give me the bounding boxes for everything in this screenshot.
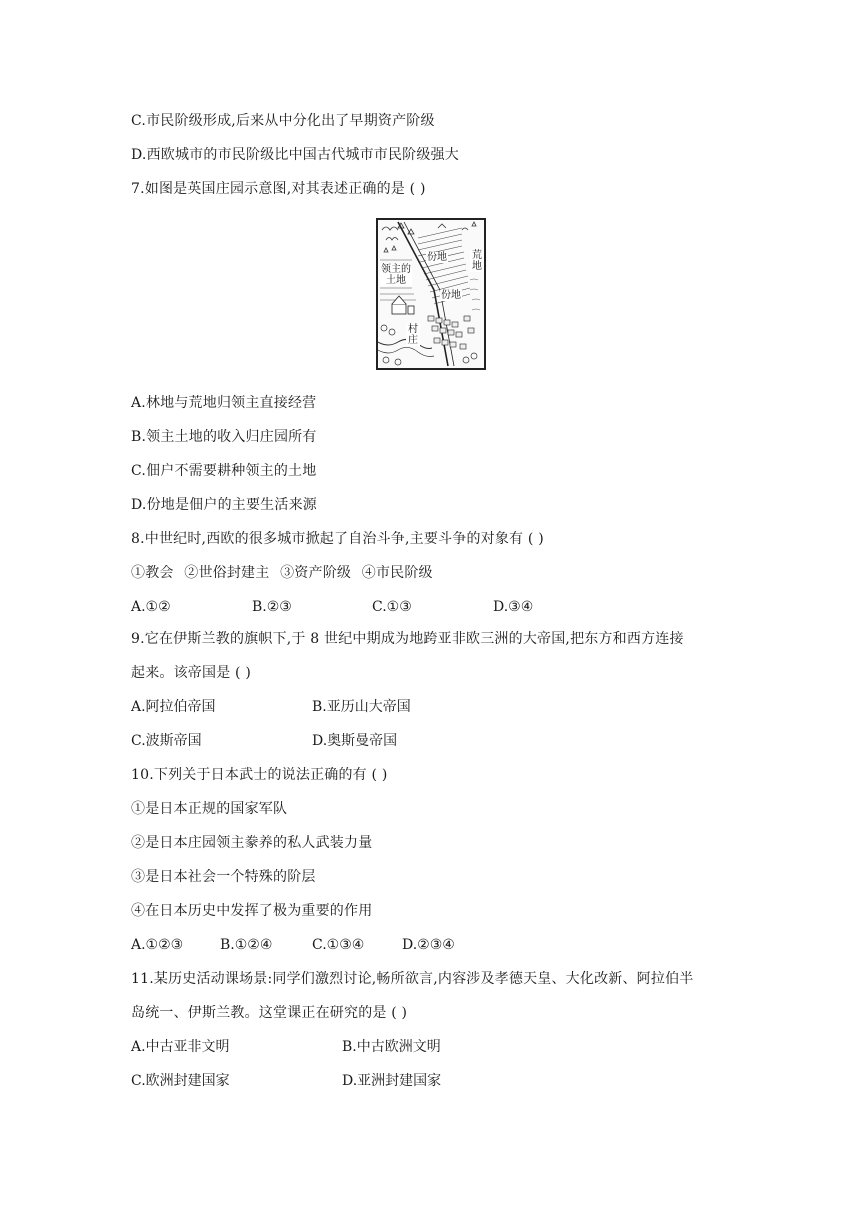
q8-option-a: A.①②	[131, 599, 171, 615]
q10-option-c: C.①③④	[312, 937, 365, 953]
q10-item-4: ④在日本历史中发挥了极为重要的作用	[131, 903, 373, 919]
q8-option-d: D.③④	[493, 599, 534, 615]
map-label-lord-line1: 领主的	[381, 264, 411, 275]
q8-option-c: C.①③	[372, 599, 412, 615]
map-label-share-land-1: 份地	[427, 252, 447, 263]
q9-option-a: A.阿拉伯帝国	[131, 699, 216, 715]
manor-map-figure	[376, 218, 486, 370]
q9-stem-line1: 9.它在伊斯兰教的旗帜下,于 8 世纪中期成为地跨亚非欧三洲的大帝国,把东方和西方连接	[131, 631, 684, 647]
q10-option-d: D.②③④	[402, 937, 455, 953]
q11-option-b: B.中古欧洲文明	[342, 1039, 441, 1055]
q11-stem-line1: 11.某历史活动课场景:同学们激烈讨论,畅所欲言,内容涉及孝德天皇、大化改新、阿拉伯半	[131, 971, 694, 987]
q7-option-c: C.佃户不需要耕种领主的土地	[131, 463, 317, 479]
q8-option-b: B.②③	[252, 599, 292, 615]
q11-option-c: C.欧洲封建国家	[131, 1073, 230, 1089]
map-label-waste-line1: 荒	[472, 250, 482, 261]
q10-stem: 10.下列关于日本武士的说法正确的有 ( )	[131, 767, 388, 783]
q10-option-a: A.①②③	[131, 937, 184, 953]
map-label-share-land-2: 份地	[441, 290, 461, 301]
q7-option-a: A.林地与荒地归领主直接经营	[131, 395, 317, 411]
map-label-lord-land	[380, 264, 412, 286]
q8-stem: 8.中世纪时,西欧的很多城市掀起了自治斗争,主要斗争的对象有 ( )	[131, 531, 544, 547]
q9-option-b: B.亚历山大帝国	[312, 699, 411, 715]
q7-option-b: B.领主土地的收入归庄园所有	[131, 429, 317, 445]
q6-option-d: D.西欧城市的市民阶级比中国古代城市市民阶级强大	[131, 147, 459, 163]
q6-option-c: C.市民阶级形成,后来从中分化出了早期资产阶级	[131, 113, 435, 129]
map-label-waste-line2: 地	[472, 261, 482, 272]
map-label-waste-land	[470, 250, 484, 272]
q7-stem: 7.如图是英国庄园示意图,对其表述正确的是 ( )	[131, 181, 426, 197]
map-label-village-line1: 村	[408, 324, 418, 335]
q9-option-d: D.奥斯曼帝国	[312, 733, 398, 749]
map-label-village-line2: 庄	[408, 335, 418, 346]
q10-item-3: ③是日本社会一个特殊的阶层	[131, 869, 316, 885]
q10-option-b: B.①②④	[220, 937, 273, 953]
manor-map-drawing	[378, 220, 484, 368]
q11-stem-line2: 岛统一、伊斯兰教。这堂课正在研究的是 ( )	[131, 1005, 408, 1021]
q7-option-d: D.份地是佃户的主要生活来源	[131, 497, 317, 513]
q8-items: ①教会 ②世俗封建主 ③资产阶级 ④市民阶级	[131, 565, 433, 581]
map-label-lord-line2: 土地	[386, 275, 406, 286]
q9-option-c: C.波斯帝国	[131, 733, 202, 749]
map-label-village	[406, 324, 420, 346]
q9-stem-line2: 起来。该帝国是 ( )	[131, 665, 252, 681]
q10-item-2: ②是日本庄园领主豢养的私人武装力量	[131, 835, 373, 851]
q10-item-1: ①是日本正规的国家军队	[131, 801, 288, 817]
q11-option-a: A.中古亚非文明	[131, 1039, 230, 1055]
q11-option-d: D.亚洲封建国家	[342, 1073, 442, 1089]
